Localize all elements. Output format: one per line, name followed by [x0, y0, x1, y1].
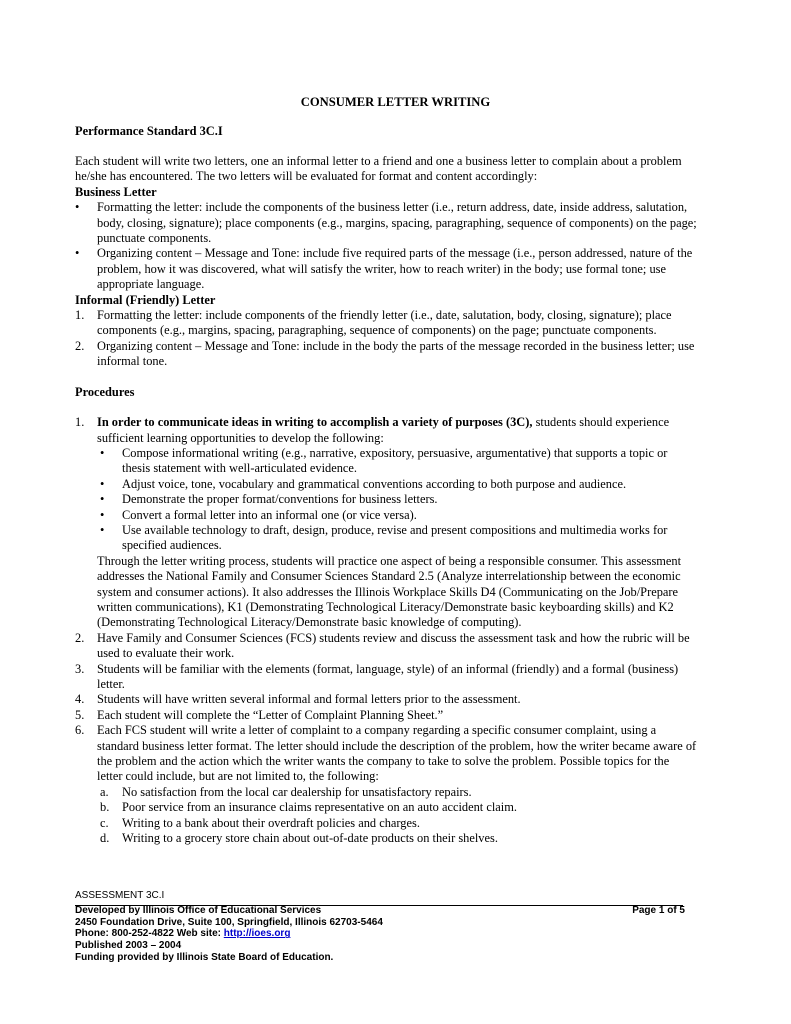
footer-funding: Funding provided by Illinois State Board of Education. [75, 951, 334, 963]
procedure-text: Students will have written several informal and formal letters prior to the assessment. [97, 692, 521, 707]
informal-item-text: Formatting the letter: include components of the friendly letter (i.e., date, salutation, body, closing, signature); place components (e.g., margins, spacing, paragraphing, sequence of components) on the page; punctuate components. [97, 308, 672, 338]
procedure-item [75, 708, 697, 723]
item-number: 2. [75, 630, 85, 645]
bullet-icon: • [100, 476, 105, 491]
procedure-text: students should experience sufficient learning opportunities to develop the following: [97, 415, 670, 445]
item-number: 2. [75, 338, 85, 353]
topic-text: No satisfaction from the local car dealership for unsatisfactory repairs. [122, 784, 472, 799]
business-item-text: Formatting the letter: include the components of the business letter (i.e., return address, date, inside address, salutation, body, closing, signature); place components (e.g., margins, spacing, paragraphing, sequence of components) on the page; punctuate components. [97, 200, 697, 246]
item-number: 4. [75, 692, 85, 707]
business-item [75, 200, 697, 246]
footer-phone: Phone: 800-252-4822 Web site: [75, 928, 224, 940]
procedure-item [75, 662, 697, 693]
procedure-item [75, 723, 697, 785]
footer-published: Published 2003 – 2004 [75, 940, 182, 952]
procedure-item [75, 631, 697, 662]
page-number: Page 1 of 5 [632, 904, 685, 916]
bullet-icon: • [100, 507, 105, 522]
topic-text: Writing to a grocery store chain about out-of-date products on their shelves. [122, 831, 498, 846]
procedure-bullet-text: Convert a formal letter into an informal one (or vice versa). [122, 507, 417, 522]
footer-developed-row [75, 905, 685, 917]
business-item-text: Organizing content – Message and Tone: include five required parts of the message (i.e., person addressed, nature of the problem, how it was discovered, what will satisfy the writer, how to reach writer) in the body; use formal tone; use appropriate language. [97, 246, 693, 292]
topic-item [75, 800, 697, 815]
bullet-icon: • [75, 246, 80, 261]
item-number: 1. [75, 308, 85, 323]
informal-letter-heading: Informal (Friendly) Letter [75, 292, 216, 307]
procedure-bullet [75, 492, 697, 507]
bullet-icon: • [100, 492, 105, 507]
procedure-item [75, 415, 697, 446]
informal-item [75, 339, 697, 370]
procedure-bullet [75, 446, 697, 477]
bullet-icon: • [100, 522, 105, 537]
procedure-text: Students will be familiar with the elements (format, language, style) of an informal (friendly) and a formal (business) letter. [97, 661, 679, 691]
procedure-text: Each student will complete the “Letter of Complaint Planning Sheet.” [97, 707, 444, 722]
procedure-bold-text: In order to communicate ideas in writing to accomplish a variety of purposes (3C), [97, 415, 533, 430]
topic-letter: a. [100, 784, 109, 799]
developed-by: Developed by Illinois Office of Educational Services [75, 904, 322, 916]
topic-item [75, 816, 697, 831]
procedure-text: Each FCS student will write a letter of complaint to a company regarding a specific consumer complaint, using a standard business letter format. The letter should include the description of the problem, how the writer became aware of the problem and the action which the writer wants the company to take to solve the problem. Possible topics for the letter could include, but are not limited to, the following: [97, 723, 697, 784]
topic-letter: b. [100, 800, 110, 815]
item-number: 1. [75, 415, 85, 430]
procedures-heading: Procedures [75, 384, 135, 399]
footer-address: 2450 Foundation Drive, Suite 100, Springfield, Illinois 62703-5464 [75, 916, 383, 928]
bullet-icon: • [75, 200, 80, 215]
procedure-bullet [75, 477, 697, 492]
procedure-text: Have Family and Consumer Sciences (FCS) students review and discuss the assessment task and how the rubric will be used to evaluate their work. [97, 630, 690, 661]
item-number: 5. [75, 707, 85, 722]
assessment-label: ASSESSMENT 3C.I [75, 890, 165, 901]
item-number: 6. [75, 723, 85, 738]
topic-item [75, 785, 697, 800]
page-footer [75, 890, 685, 964]
procedure-bullet-text: Use available technology to draft, design, produce, revise and present compositions and multimedia works for specified audiences. [122, 522, 668, 553]
topic-text: Writing to a bank about their overdraft policies and charges. [122, 815, 420, 830]
procedure-bullet-text: Demonstrate the proper format/conventions for business letters. [122, 492, 438, 507]
standard-heading: Performance Standard 3C.I [75, 124, 223, 138]
procedure-bullet-text: Adjust voice, tone, vocabulary and grammatical conventions according to both purpose and audience. [122, 476, 627, 491]
intro-paragraph: Each student will write two letters, one an informal letter to a friend and one a business letter to complain about a problem he/she has encountered. The two letters will be evaluated for format and content accordingly: [75, 154, 682, 184]
business-item [75, 246, 697, 292]
topic-item [75, 831, 697, 846]
procedure-paragraph: Through the letter writing process, students will practice one aspect of being a responsible consumer. This assessment addresses the National Family and Consumer Sciences Standard 2.5 (Analyze interrelationship between the economic system and consumer actions). It also addresses the Illinois Workplace Skills D4 (Communicating on the Job/Prepare written communications), K1 (Demonstrating Technological Literacy/Demonstrate basic keyboarding skills) and K2 (Demonstrating Technological Literacy/Demonstrate basic knowledge of computing). [97, 553, 682, 630]
website-link[interactable]: http://ioes.org [223, 928, 291, 940]
topic-letter: c. [100, 815, 109, 830]
procedure-item [75, 692, 697, 707]
informal-item-text: Organizing content – Message and Tone: include in the body the parts of the message recorded in the business letter; use informal tone. [97, 338, 695, 369]
topic-text: Poor service from an insurance claims representative on an auto accident claim. [122, 800, 517, 815]
procedure-bullet [75, 508, 697, 523]
performance-standard [75, 124, 697, 139]
intro-section [75, 154, 697, 846]
topic-letter: d. [100, 831, 110, 846]
business-letter-heading: Business Letter [75, 184, 157, 199]
footer-contact [75, 928, 685, 940]
document-title: CONSUMER LETTER WRITING [300, 95, 491, 109]
item-number: 3. [75, 661, 85, 676]
bullet-icon: • [100, 445, 105, 460]
informal-item [75, 308, 697, 339]
procedure-bullet [75, 523, 697, 554]
procedure-bullet-text: Compose informational writing (e.g., narrative, expository, persuasive, argumentative) that supports a topic or thesis statement with well-articulated evidence. [122, 445, 668, 476]
